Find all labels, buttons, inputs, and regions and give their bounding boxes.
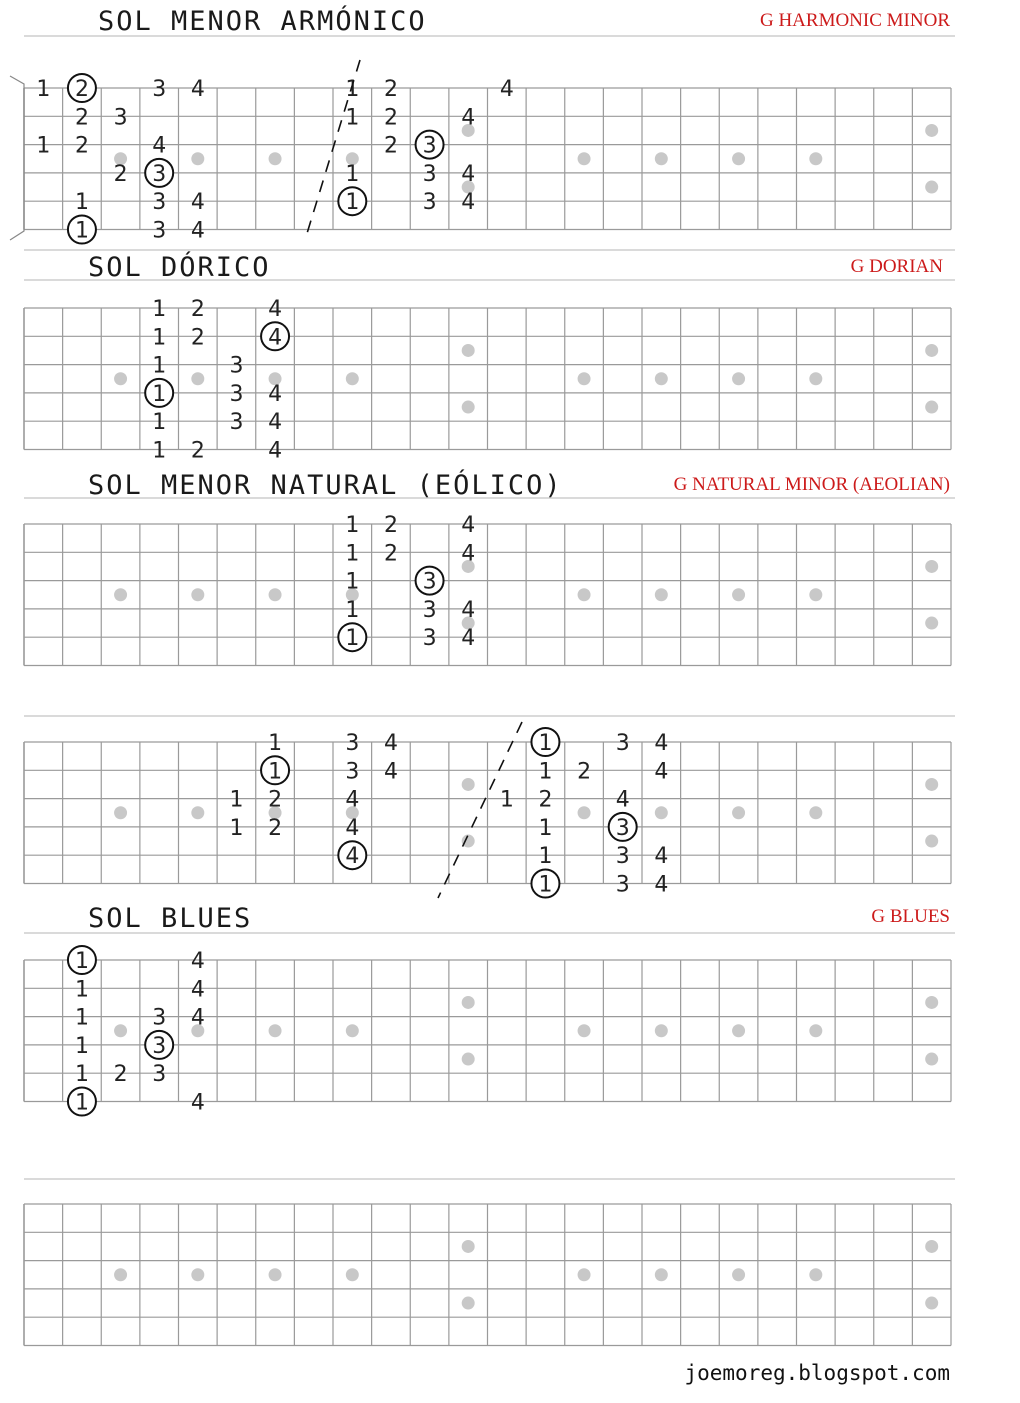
fret-marker-dot: [346, 1268, 359, 1281]
fret-marker-dot: [578, 1268, 591, 1281]
fret-marker-dot: [346, 372, 359, 385]
nut-bracket: [10, 76, 24, 240]
fret-marker-dot: [462, 1053, 475, 1066]
finger-number: 1: [152, 325, 167, 351]
finger-number: 4: [268, 297, 283, 322]
finger-number: 2: [190, 297, 205, 322]
finger-number: 3: [422, 161, 437, 187]
finger-number: 2: [190, 325, 205, 351]
finger-number: 2: [113, 1062, 128, 1088]
finger-number: 1: [538, 844, 553, 870]
finger-number: 4: [190, 77, 205, 102]
finger-number: 4: [654, 872, 669, 898]
fret-marker-dot: [114, 588, 127, 601]
finger-number: 3: [152, 190, 167, 216]
finger-number: 1: [538, 815, 553, 841]
finger-number: 3: [152, 218, 167, 244]
fret-marker-dot: [462, 1240, 475, 1253]
fret-marker-dot: [809, 152, 822, 165]
finger-number: 3: [615, 844, 630, 870]
fret-marker-dot: [925, 401, 938, 414]
fret-marker-dot: [925, 835, 938, 848]
section-subtitle-blues: G BLUES: [871, 906, 950, 927]
finger-number: 3: [229, 410, 244, 436]
fret-marker-dot: [655, 1268, 668, 1281]
finger-number: 1: [74, 190, 89, 216]
finger-number: 4: [383, 731, 398, 756]
finger-number: 1: [268, 731, 283, 756]
root-finger-number: 4: [268, 325, 283, 351]
fret-marker-dot: [462, 344, 475, 357]
fret-marker-dot: [655, 372, 668, 385]
finger-number: 2: [383, 513, 398, 538]
finger-number: 1: [36, 77, 51, 102]
finger-number: 4: [383, 759, 398, 785]
finger-number: 4: [461, 513, 476, 538]
section-title-harmonic-minor: SOL MENOR ARMÓNICO: [98, 6, 427, 37]
finger-number: 1: [345, 541, 360, 567]
finger-number: 1: [345, 105, 360, 131]
fret-marker-dot: [925, 617, 938, 630]
section-subtitle-natural-minor: G NATURAL MINOR (AEOLIAN): [673, 474, 950, 495]
fret-marker-dot: [925, 124, 938, 137]
fret-marker-dot: [809, 372, 822, 385]
finger-number: 2: [74, 133, 89, 159]
finger-number: 4: [461, 190, 476, 216]
fret-marker-dot: [925, 1297, 938, 1310]
fret-marker-dot: [809, 806, 822, 819]
finger-number: 1: [538, 759, 553, 785]
fret-marker-dot: [114, 806, 127, 819]
root-finger-number: 4: [345, 844, 360, 870]
finger-number: 4: [461, 541, 476, 567]
section-subtitle-harmonic-minor: G HARMONIC MINOR: [759, 10, 950, 31]
fret-marker-dot: [578, 152, 591, 165]
root-finger-number: 3: [152, 161, 167, 187]
fret-marker-dot: [269, 588, 282, 601]
fret-marker-dot: [462, 1297, 475, 1310]
fret-marker-dot: [578, 588, 591, 601]
finger-number: 3: [152, 77, 167, 102]
root-finger-number: 1: [538, 731, 553, 756]
finger-number: 3: [422, 190, 437, 216]
finger-number: 3: [229, 381, 244, 407]
fret-marker-dot: [655, 152, 668, 165]
fretboard: [24, 728, 951, 898]
finger-number: 1: [152, 438, 167, 464]
finger-number: 1: [74, 1033, 89, 1059]
fret-marker-dot: [191, 152, 204, 165]
finger-number: 4: [654, 844, 669, 870]
fret-marker-dot: [114, 372, 127, 385]
root-finger-number: 1: [345, 190, 360, 216]
root-finger-number: 2: [74, 77, 89, 102]
fret-marker-dot: [578, 372, 591, 385]
finger-number: 4: [345, 815, 360, 841]
root-finger-number: 1: [345, 626, 360, 652]
finger-number: 2: [74, 105, 89, 131]
fretboard: [24, 1204, 951, 1346]
root-finger-number: 1: [74, 1090, 89, 1116]
fret-marker-dot: [269, 152, 282, 165]
fret-marker-dot: [346, 1024, 359, 1037]
fretboard: [24, 946, 951, 1116]
fret-marker-dot: [114, 1024, 127, 1037]
fretboard: [24, 74, 951, 244]
finger-number: 2: [538, 787, 553, 813]
fret-marker-dot: [732, 372, 745, 385]
finger-number: 1: [74, 1005, 89, 1031]
fret-marker-dot: [191, 1268, 204, 1281]
finger-number: 4: [654, 731, 669, 756]
finger-number: 4: [190, 1090, 205, 1116]
fret-marker-dot: [269, 1024, 282, 1037]
finger-number: 3: [615, 872, 630, 898]
fret-marker-dot: [269, 1268, 282, 1281]
root-finger-number: 1: [74, 949, 89, 974]
finger-number: 3: [615, 731, 630, 756]
finger-number: 4: [461, 161, 476, 187]
fret-marker-dot: [925, 996, 938, 1009]
fret-marker-dot: [925, 1240, 938, 1253]
finger-number: 3: [345, 731, 360, 756]
fret-marker-dot: [655, 806, 668, 819]
finger-number: 3: [422, 626, 437, 652]
fretboard: [24, 297, 951, 464]
finger-number: 4: [461, 105, 476, 131]
section-title-dorian: SOL DÓRICO: [88, 252, 271, 283]
fret-marker-dot: [191, 372, 204, 385]
fret-marker-dot: [462, 401, 475, 414]
finger-number: 3: [345, 759, 360, 785]
fret-marker-dot: [732, 1024, 745, 1037]
finger-number: 2: [268, 787, 283, 813]
finger-number: 4: [190, 977, 205, 1003]
fret-marker-dot: [809, 1268, 822, 1281]
root-finger-number: 1: [538, 872, 553, 898]
finger-number: 4: [461, 626, 476, 652]
finger-number: 3: [152, 1062, 167, 1088]
finger-number: 3: [229, 353, 244, 379]
fret-marker-dot: [732, 806, 745, 819]
finger-number: 3: [152, 1005, 167, 1031]
fret-marker-dot: [925, 560, 938, 573]
section-title-blues: SOL BLUES: [88, 903, 253, 934]
finger-number: 1: [229, 815, 244, 841]
finger-number: 1: [229, 787, 244, 813]
finger-number: 2: [577, 759, 592, 785]
finger-number: 1: [499, 787, 514, 813]
fret-marker-dot: [191, 588, 204, 601]
finger-number: 1: [345, 597, 360, 623]
finger-number: 4: [190, 218, 205, 244]
finger-number: 4: [190, 1005, 205, 1031]
fret-marker-dot: [925, 778, 938, 791]
finger-number: 4: [190, 190, 205, 216]
footer-url: joemoreg.blogspot.com: [684, 1361, 950, 1385]
finger-number: 4: [152, 133, 167, 159]
finger-number: 2: [383, 105, 398, 131]
fret-marker-dot: [925, 344, 938, 357]
finger-number: 1: [345, 513, 360, 538]
fretboard: [24, 513, 951, 666]
finger-number: 4: [268, 438, 283, 464]
root-finger-number: 1: [152, 381, 167, 407]
section-subtitle-dorian: G DORIAN: [850, 256, 943, 277]
finger-number: 1: [345, 77, 360, 102]
root-finger-number: 3: [152, 1033, 167, 1059]
finger-number: 4: [345, 787, 360, 813]
fret-marker-dot: [925, 181, 938, 194]
root-finger-number: 3: [422, 133, 437, 159]
fret-marker-dot: [578, 806, 591, 819]
finger-number: 2: [383, 77, 398, 102]
finger-number: 2: [268, 815, 283, 841]
root-finger-number: 1: [74, 218, 89, 244]
root-finger-number: 3: [615, 815, 630, 841]
fret-marker-dot: [925, 1053, 938, 1066]
fret-marker-dot: [655, 1024, 668, 1037]
finger-number: 4: [190, 949, 205, 974]
finger-number: 3: [113, 105, 128, 131]
finger-number: 1: [152, 297, 167, 322]
fret-marker-dot: [578, 1024, 591, 1037]
finger-number: 1: [345, 569, 360, 595]
finger-number: 1: [152, 410, 167, 436]
finger-number: 1: [345, 161, 360, 187]
finger-number: 2: [383, 541, 398, 567]
fret-marker-dot: [655, 588, 668, 601]
finger-number: 4: [268, 381, 283, 407]
fret-marker-dot: [732, 588, 745, 601]
finger-number: 1: [74, 977, 89, 1003]
fret-marker-dot: [462, 778, 475, 791]
finger-number: 1: [74, 1062, 89, 1088]
root-finger-number: 1: [268, 759, 283, 785]
fret-marker-dot: [809, 1024, 822, 1037]
finger-number: 1: [152, 353, 167, 379]
fret-marker-dot: [732, 152, 745, 165]
finger-number: 4: [654, 759, 669, 785]
section-title-natural-minor: SOL MENOR NATURAL (EÓLICO): [88, 470, 563, 501]
fret-marker-dot: [114, 1268, 127, 1281]
fret-marker-dot: [809, 588, 822, 601]
finger-number: 2: [383, 133, 398, 159]
root-finger-number: 3: [422, 569, 437, 595]
finger-number: 4: [461, 597, 476, 623]
finger-number: 2: [190, 438, 205, 464]
finger-number: 1: [36, 133, 51, 159]
finger-number: 4: [268, 410, 283, 436]
fret-marker-dot: [732, 1268, 745, 1281]
finger-number: 3: [422, 597, 437, 623]
finger-number: 4: [499, 77, 514, 102]
finger-number: 2: [113, 161, 128, 187]
fret-marker-dot: [462, 996, 475, 1009]
fret-marker-dot: [191, 806, 204, 819]
finger-number: 4: [615, 787, 630, 813]
